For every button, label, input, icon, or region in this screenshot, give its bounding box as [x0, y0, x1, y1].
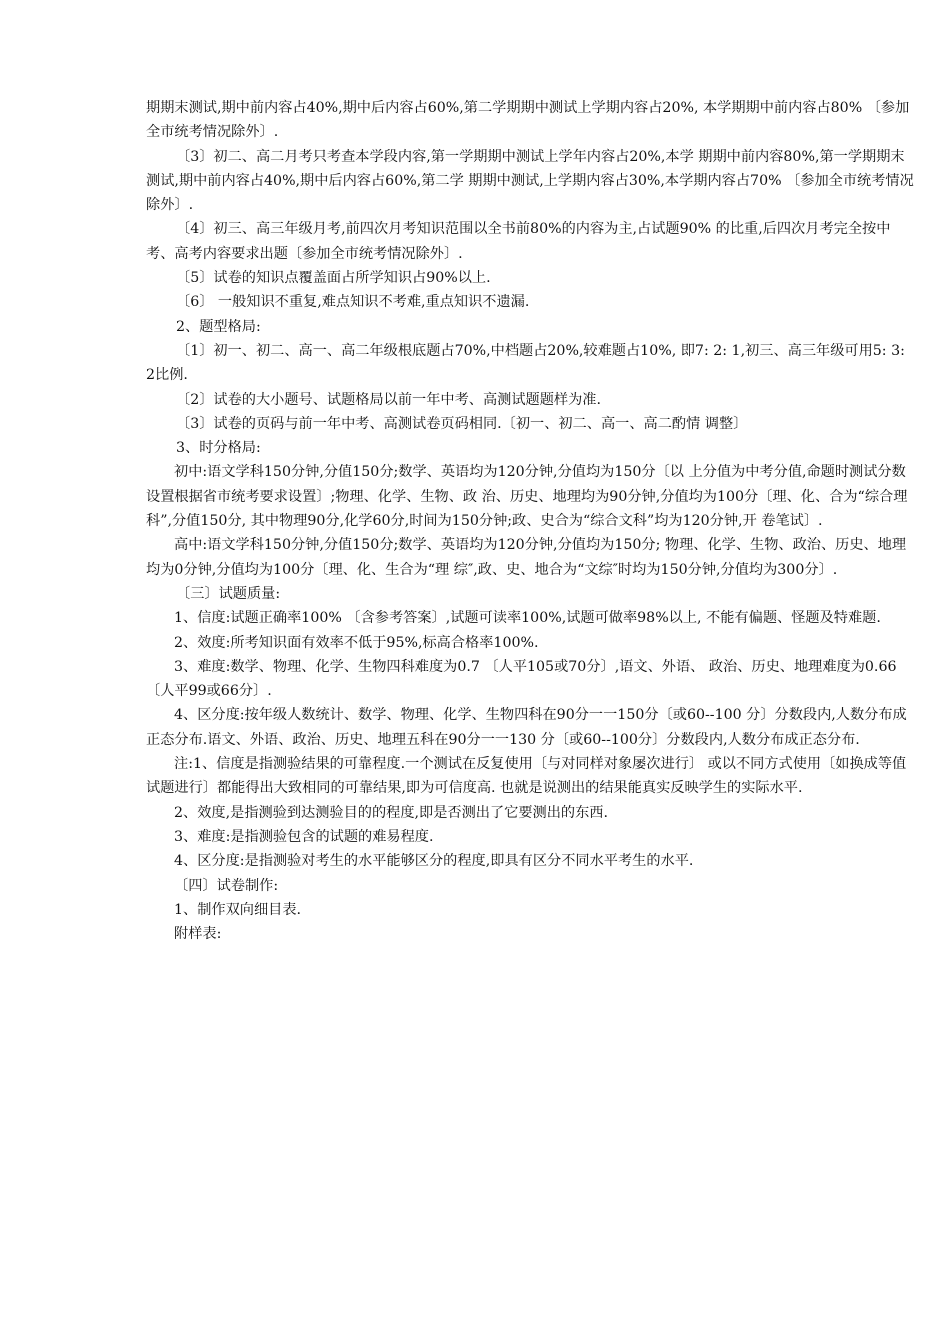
paragraph-2: 〔3〕初二、高二月考只考查本学段内容,第一学期期中测试上学年内容占20%,本学 期期中前内容80%,第一学期期末测试,期中前内容占40%,期中后内容占60%,第二学 期期中测试,上学期内容占30%,本学期内容占70% 〔参加全市统考情况除外〕.	[146, 148, 914, 214]
section-heading-production: 〔四〕试卷制作:	[174, 877, 279, 894]
paragraph-difficulty: 3、难度:数学、物理、化学、生物四科难度为0.7 〔人平105或70分〕,语文、外语、 政治、历史、地理难度为0.66 〔人平99或66分〕.	[146, 658, 902, 700]
paragraph-note-reliability: 注:1、信度是指测验结果的可靠程度.一个测试在反复使用〔与对同样对象屡次进行〕 或以不同方式使用〔如换成等值试题进行〕都能得出大致相同的可靠结果,即为可信度高. 也就是说测出的结果能真实反映学生的实际水平.	[146, 756, 907, 797]
section-heading-quality: 〔三〕试题质量:	[176, 585, 281, 602]
section-heading-time-format: 3、时分格局:	[176, 440, 261, 457]
paragraph-discrimination: 4、区分度:按年级人数统计、数学、物理、化学、生物四科在90分一一150分〔或60--100 分〕分数段内,人数分布成正态分布.语文、外语、政治、历史、地理五科在90分一一130 分〔或60--100分〕分数段内,人数分布成正态分布.	[146, 707, 907, 748]
paragraph-senior-high: 高中:语文学科150分钟,分值150分;数学、英语均为120分钟,分值均为150分; 物理、化学、生物、政治、历史、地理均为0分钟,分值均为100分〔理、化、生合为“理 综″,政、史、地合为“文综″时均为150分钟,分值均为300分〕.	[146, 537, 907, 578]
paragraph-7: 〔1〕初一、初二、高一、高二年级根底题占70%,中档题占20%,较难题占10%, 即7: 2: 1,初三、高三年级可用5: 3: 2比例.	[146, 342, 910, 384]
section-heading-question-format: 2、题型格局:	[176, 318, 261, 335]
paragraph-5: 〔6〕 一般知识不重复,难点知识不考难,重点知识不遗漏.	[176, 294, 530, 311]
paragraph-8: 〔2〕试卷的大小题号、试题格局以前一年中考、高测试题题样为准.	[176, 391, 601, 408]
paragraph-1: 期期末测试,期中前内容占40%,期中后内容占60%,第二学期期中测试上学期内容占20%, 本学期期中前内容占80% 〔参加全市统考情况除外〕.	[146, 100, 910, 141]
paragraph-sample-table: 附样表:	[174, 926, 222, 943]
paragraph-9: 〔3〕试卷的页码与前一年中考、高测试卷页码相同.〔初一、初二、高一、高二酌情 调整〕	[176, 415, 748, 432]
paragraph-production-1: 1、制作双向细目表.	[174, 901, 302, 918]
paragraph-junior-high: 初中:语文学科150分钟,分值150分;数学、英语均为120分钟,分值均为150分〔以 上分值为中考分值,命题时测试分数设置根据省市统考要求设置〕;物理、化学、生物、政 治、历史、地理均为90分钟,分值均为100分〔理、化、合为“综合理科”,分值150分, 其中物理90分,化学60分,时间为150分钟;政、史合为“综合文科”均为120分钟,开 卷笔试〕.	[146, 464, 908, 530]
document-page	[146, 96, 916, 946]
paragraph-note-discrimination: 4、区分度:是指测验对考生的水平能够区分的程度,即具有区分不同水平考生的水平.	[174, 853, 694, 870]
paragraph-reliability: 1、信度:试题正确率100% 〔含参考答案〕,试题可读率100%,试题可做率98%以上, 不能有偏题、怪题及特难题.	[174, 610, 881, 627]
paragraph-note-validity: 2、效度,是指测验到达测验目的的程度,即是否测出了它要测出的东西.	[174, 804, 608, 821]
paragraph-validity: 2、效度:所考知识面有效率不低于95%,标高合格率100%.	[174, 634, 539, 651]
paragraph-4: 〔5〕试卷的知识点覆盖面占所学知识占90%以上.	[176, 270, 491, 287]
paragraph-note-difficulty: 3、难度:是指测验包含的试题的难易程度.	[174, 828, 434, 845]
paragraph-3: 〔4〕初三、高三年级月考,前四次月考知识范围以全书前80%的内容为主,占试题90% 的比重,后四次月考完全按中考、高考内容要求出题〔参加全市统考情况除外〕.	[146, 221, 891, 262]
